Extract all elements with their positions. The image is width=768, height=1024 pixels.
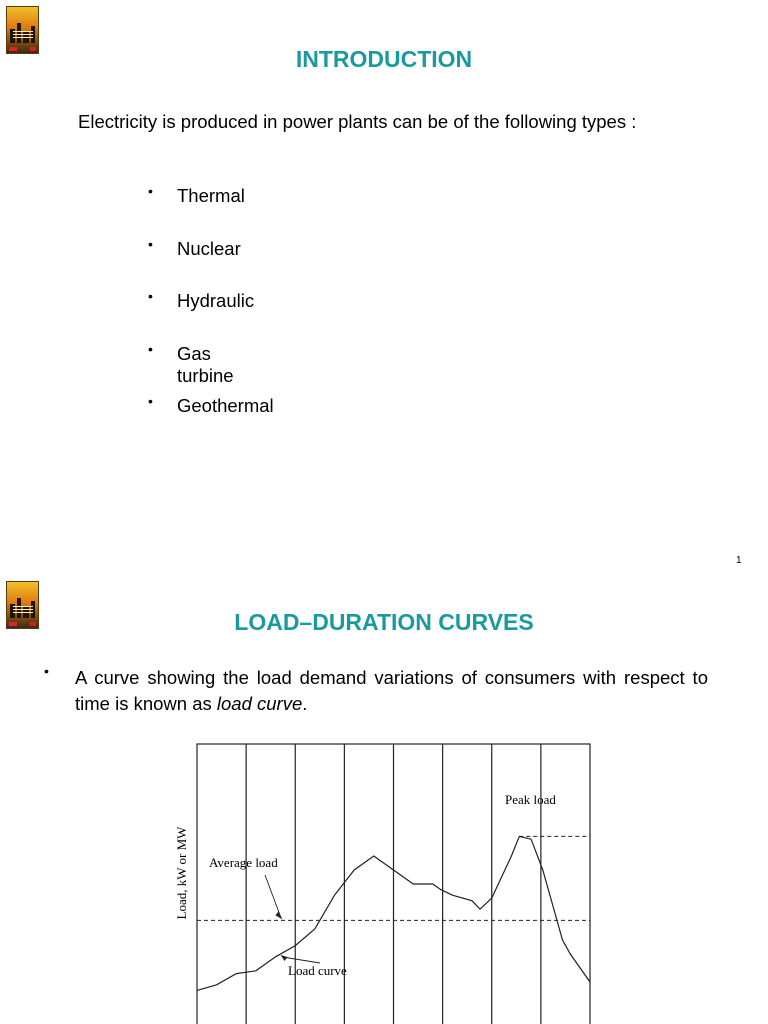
intro-text: Electricity is produced in power plants can be of the following types : xyxy=(78,111,637,132)
average-load-label: Average load xyxy=(209,855,278,870)
curve-arrow-head xyxy=(281,955,288,961)
slide-title: INTRODUCTION xyxy=(295,46,473,72)
load-curve-chart xyxy=(160,725,600,1024)
slide-title: LOAD–DURATION CURVES xyxy=(234,609,534,635)
load-curve-label: Load curve xyxy=(288,963,347,978)
average-arrow-head xyxy=(275,911,282,919)
average-leader-line xyxy=(265,875,280,916)
page-number: 1 xyxy=(736,555,742,566)
load-curve-definition xyxy=(75,665,708,717)
emphasized-term: load curve xyxy=(216,693,303,714)
paragraph-text: A curve showing the load demand variations of consumers with respect to time is known as xyxy=(75,667,708,714)
bullet-dot: • xyxy=(44,663,49,679)
y-axis-label: Load, kW or MW xyxy=(174,826,189,920)
paragraph-end: . xyxy=(302,693,308,714)
slide-load-duration xyxy=(0,575,768,1024)
slide-introduction: INTRODUCTION Electricity is produced in power plants can be of the following types : • Thermal • Nuclear • Hydraulic • Gas turbine • Geothermal 1 xyxy=(0,0,768,575)
peak-load-label: Peak load xyxy=(505,792,556,807)
